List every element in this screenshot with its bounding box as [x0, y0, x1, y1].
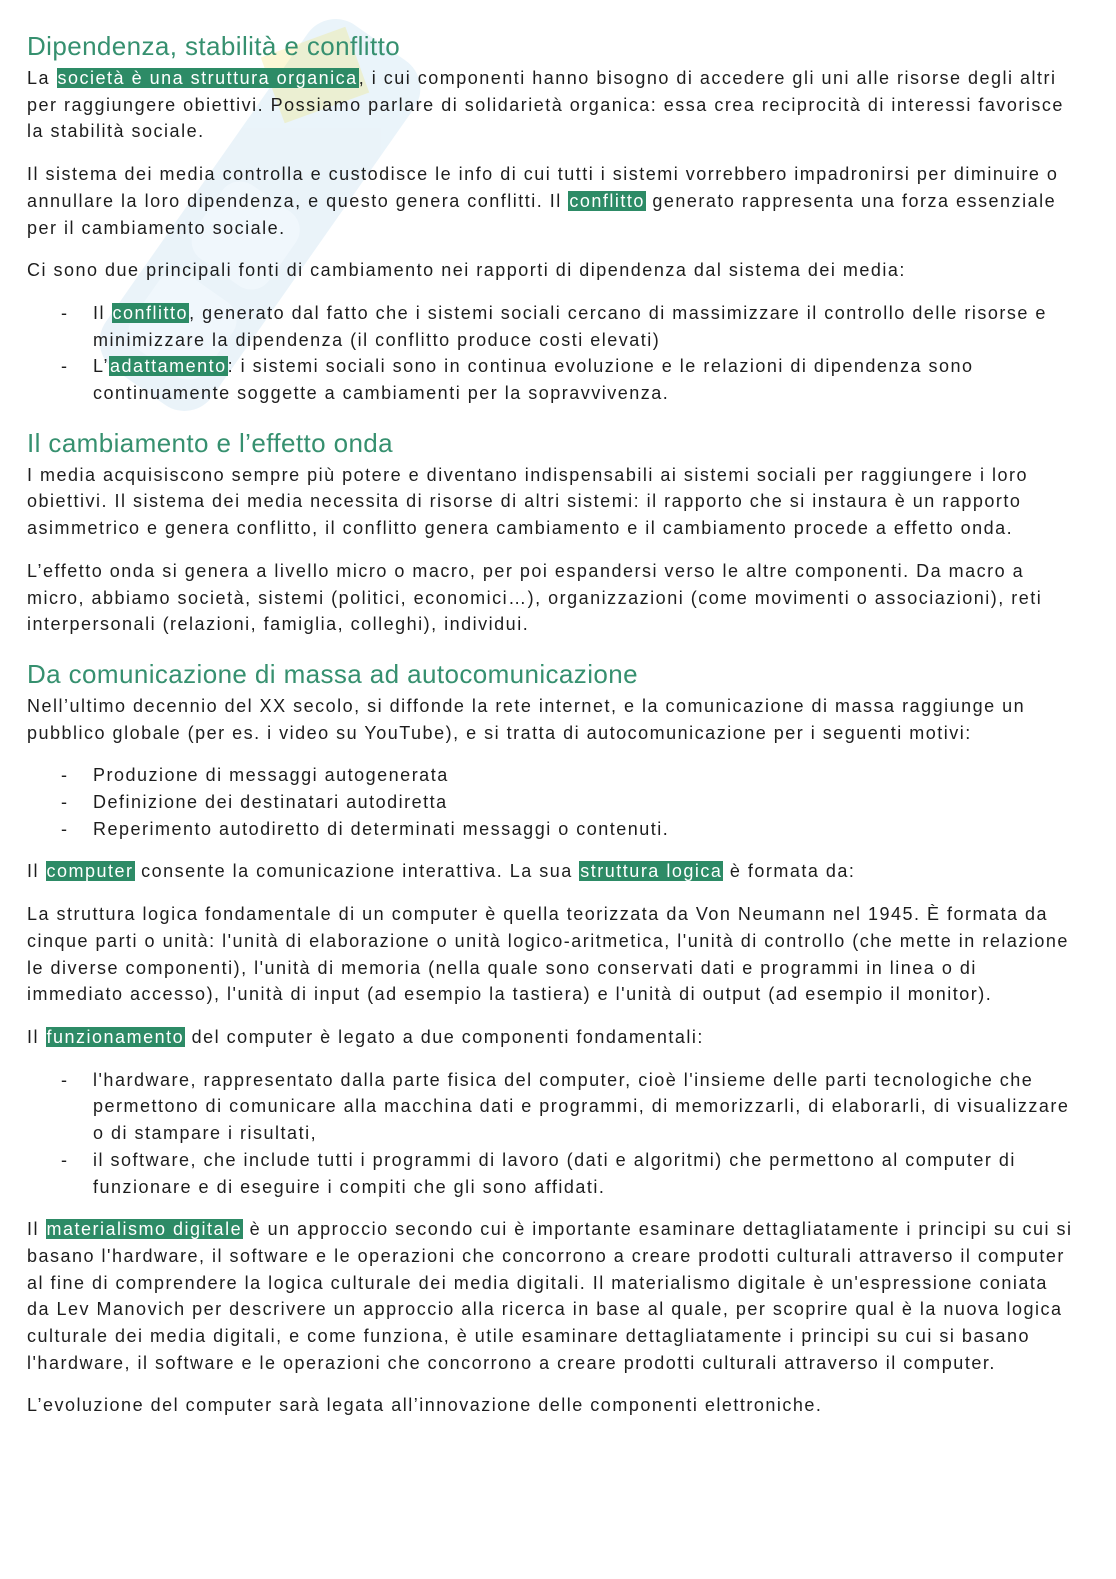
text-run: il software, che include tutti i programmi di lavoro (dati e algoritmi) che permettono al computer di funzionare e di eseguire i compiti che gli sono affidati. — [93, 1149, 1016, 1197]
bullet-marker: - — [61, 792, 69, 813]
list-item — [27, 762, 1076, 789]
list-item — [27, 353, 1076, 406]
paragraph: L’effetto onda si genera a livello micro o macro, per poi espandersi verso le altre componenti. Da macro a micro, abbiamo società, sistemi (politici, economici…), organizzazioni (come movimenti o associazioni), reti interpersonali (relazioni, famiglia, colleghi), individui. — [27, 560, 1043, 635]
text-run: Il — [27, 1219, 46, 1240]
text-run: L’ — [93, 356, 110, 377]
bullet-list — [27, 762, 1076, 842]
text-run: del computer è legato a due componenti fondamentali: — [185, 1026, 704, 1047]
paragraph: Ci sono due principali fonti di cambiamento nei rapporti di dipendenza dal sistema dei media: — [27, 260, 906, 281]
bullet-marker: - — [61, 1069, 69, 1090]
highlighted-term: materialismo digitale — [46, 1219, 243, 1240]
text-run: : i sistemi sociali sono in continua evoluzione e le relazioni di dipendenza sono continuamente soggette a cambiamenti per la sopravvivenza. — [93, 356, 974, 404]
highlighted-term: conflitto — [569, 190, 645, 211]
document-body — [27, 29, 1076, 1435]
highlighted-term: computer — [46, 861, 134, 882]
section-heading: Da comunicazione di massa ad autocomunicazione — [27, 658, 638, 689]
text-run: Il — [27, 861, 46, 882]
text-run: Il — [27, 1026, 46, 1047]
text-run: Reperimento autodiretto di determinati messaggi o contenuti. — [93, 818, 670, 839]
text-run: , i cui componenti hanno bisogno di accedere gli uni alle risorse degli altri per raggiungere obiettivi. Possiamo parlare di solidarietà organica: essa crea reciprocità di interessi favorisce la stabilità sociale. — [27, 68, 1064, 142]
bullet-marker: - — [61, 765, 69, 786]
text-run: Il — [93, 302, 112, 323]
section-heading: Il cambiamento e l’effetto onda — [27, 427, 394, 458]
text-run: generato rappresenta una forza essenziale per il cambiamento sociale. — [27, 190, 1057, 238]
text-run: , generato dal fatto che i sistemi sociali cercano di massimizzare il controllo delle risorse e minimizzare la dipendenza (il conflitto produce costi elevati) — [93, 302, 1047, 350]
highlighted-term: conflitto — [112, 302, 189, 323]
bullet-marker: - — [61, 302, 69, 323]
paragraph — [27, 65, 1076, 145]
paragraph — [27, 1216, 1076, 1376]
section-dipendenza — [27, 29, 1076, 407]
list-item — [27, 789, 1076, 816]
list-item — [27, 816, 1076, 843]
list-item — [27, 1067, 1076, 1147]
text-run: consente la comunicazione interattiva. La sua — [134, 861, 580, 882]
bullet-list — [27, 1067, 1076, 1201]
text-run: Produzione di messaggi autogenerata — [93, 765, 449, 786]
paragraph: La struttura logica fondamentale di un computer è quella teorizzata da Von Neumann nel 1945. È formata da cinque parti o unità: l'unità di elaborazione o unità logico-aritmetica, l'unità di controllo (che mette in relazione le diverse componenti), l'unità di memoria (nella quale sono conservati dati e programmi in linea o di immediato accesso), l'unità di input (ad esempio la tastiera) e l'unità di output (ad esempio il monitor). — [27, 904, 1069, 1005]
bullet-marker: - — [61, 356, 69, 377]
text-run: Definizione dei destinatari autodiretta — [93, 792, 448, 813]
highlighted-term: adattamento — [110, 356, 227, 377]
text-run: è un approccio secondo cui è importante esaminare dettagliatamente i principi su cui si basano l'hardware, il software e le operazioni che concorrono a creare prodotti culturali attraverso il computer al fine di comprendere la logica culturale dei media digitali. Il materialismo digitale è un'espressione coniata da Lev Manovich per descrivere un approccio alla ricerca in base al quale, per scoprire qual è la nuova logica culturale dei media digitali, e come funziona, è utile esaminare dettagliatamente i principi su cui si basano l'hardware, il software e le operazioni che concorrono a creare prodotti culturali attraverso il computer. — [27, 1219, 1073, 1373]
list-item — [27, 1147, 1076, 1200]
paragraph — [27, 1024, 1076, 1051]
paragraph: I media acquisiscono sempre più potere e diventano indispensabili ai sistemi sociali per raggiungere i loro obiettivi. Il sistema dei media necessita di risorse di altri sistemi: il rapporto che si instaura è un rapporto asimmetrico e genera conflitto, il conflitto genera cambiamento e il cambiamento procede a effetto onda. — [27, 464, 1028, 539]
highlighted-term: società è una struttura organica — [57, 68, 358, 88]
paragraph: L’evoluzione del computer sarà legata all’innovazione delle componenti elettroniche. — [27, 1395, 823, 1416]
bullet-list — [27, 300, 1076, 407]
paragraph — [27, 858, 1076, 885]
paragraph — [27, 161, 1076, 241]
list-item — [27, 300, 1076, 353]
section-heading: Dipendenza, stabilità e conflitto — [27, 31, 401, 61]
text-run: l'hardware, rappresentato dalla parte fisica del computer, cioè l'insieme delle parti tecnologiche che permettono di comunicare alla macchina dati e programmi, di memorizzarli, di elaborarli, di visualizzare o di stampare i risultati, — [93, 1069, 1070, 1144]
section-autocomunicazione — [27, 657, 1076, 1419]
highlighted-term: funzionamento — [46, 1026, 185, 1047]
text-run: Il sistema dei media controlla e custodisce le info di cui tutti i sistemi vorrebbero impadronirsi per diminuire o annullare la loro dipendenza, e questo genera conflitti. Il — [27, 164, 1059, 211]
paragraph: Nell’ultimo decennio del XX secolo, si diffonde la rete internet, e la comunicazione di massa raggiunge un pubblico globale (per es. i video su YouTube), e si tratta di autocomunicazione per i seguenti motivi: — [27, 695, 1026, 743]
bullet-marker: - — [61, 1149, 69, 1170]
text-run: è formata da: — [723, 861, 856, 882]
bullet-marker: - — [61, 818, 69, 839]
section-cambiamento — [27, 426, 1076, 638]
highlighted-term: struttura logica — [580, 861, 723, 882]
text-run: La — [27, 68, 57, 88]
